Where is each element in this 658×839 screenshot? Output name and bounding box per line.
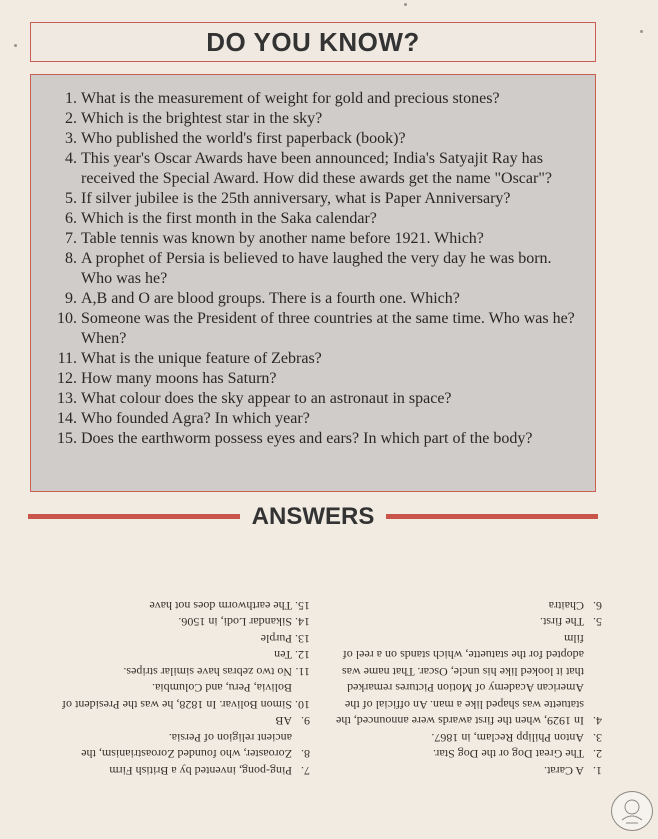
question-item-text: If silver jubilee is the 25th anniversary, what is Paper Anniversary? bbox=[81, 190, 511, 207]
answer-item-text: The first. bbox=[540, 615, 584, 630]
question-item-number: 7. bbox=[65, 230, 77, 247]
question-item-text: Who founded Agra? In which year? bbox=[81, 410, 310, 427]
answer-item bbox=[48, 647, 310, 664]
question-item bbox=[45, 229, 585, 249]
answer-item-text: AB bbox=[275, 714, 292, 729]
question-item-text: What is the unique feature of Zebras? bbox=[81, 350, 322, 367]
question-item bbox=[45, 429, 585, 449]
answer-item bbox=[48, 664, 310, 681]
question-item-text: What is the measurement of weight for gold and precious stones? bbox=[81, 90, 500, 107]
answer-item bbox=[334, 631, 602, 730]
answer-item bbox=[334, 598, 602, 615]
answer-item bbox=[334, 614, 602, 631]
question-item-number: 13. bbox=[57, 390, 77, 407]
answer-item-number: 7. bbox=[301, 764, 310, 778]
question-item-number: 4. bbox=[65, 150, 77, 167]
answer-item-text: The earthworm does not have bbox=[149, 599, 292, 613]
question-item-text: A,B and O are blood groups. There is a fourth one. Which? bbox=[81, 290, 460, 307]
answers-column-2 bbox=[48, 598, 310, 780]
question-item-text: Someone was the President of three countries at the same time. Who was he? When? bbox=[81, 310, 575, 347]
question-item bbox=[45, 109, 585, 129]
question-item-number: 14. bbox=[57, 410, 77, 427]
question-item-text: How many moons has Saturn? bbox=[81, 370, 277, 387]
print-speck bbox=[640, 30, 643, 33]
answer-item-text: No two zebras have similar stripes. bbox=[123, 665, 292, 679]
answer-item-text: Ten bbox=[274, 648, 292, 663]
question-item-text: Which is the first month in the Saka calendar? bbox=[81, 210, 377, 227]
answer-item-text: Sikandar Lodi, in 1506. bbox=[178, 615, 292, 630]
answer-item-text: Ping-pong, invented by a British Firm bbox=[109, 764, 292, 778]
answers-upside-down bbox=[40, 540, 610, 785]
answer-item-number: 6. bbox=[593, 599, 602, 613]
answers-column-1 bbox=[334, 598, 602, 780]
answer-item-number: 9. bbox=[301, 714, 310, 729]
question-item-number: 10. bbox=[57, 310, 77, 327]
title-box bbox=[30, 22, 596, 62]
answer-item-number: 14. bbox=[295, 615, 310, 630]
question-item-text: This year's Oscar Awards have been announced; India's Satyajit Ray has received the Special Award. How did these awards get the name "Oscar"? bbox=[81, 150, 552, 187]
answer-item-number: 15. bbox=[295, 599, 310, 613]
question-item-text: Who published the world's first paperback (book)? bbox=[81, 130, 406, 147]
question-item bbox=[45, 289, 585, 309]
question-item bbox=[45, 129, 585, 149]
question-item-number: 1. bbox=[65, 90, 77, 107]
answer-item-number: 5. bbox=[593, 615, 602, 630]
question-item bbox=[45, 189, 585, 209]
question-item bbox=[45, 389, 585, 409]
answer-item-number: 8. bbox=[301, 747, 310, 762]
question-item-text: Table tennis was known by another name before 1921. Which? bbox=[81, 230, 484, 247]
answer-item-number: 4. bbox=[593, 714, 602, 729]
answer-item-number: 12. bbox=[295, 648, 310, 663]
question-item bbox=[45, 369, 585, 389]
questions-list bbox=[45, 89, 585, 449]
question-item-number: 11. bbox=[57, 350, 77, 367]
question-item-number: 2. bbox=[65, 110, 77, 127]
answers-header bbox=[28, 503, 598, 533]
answer-item-number: 10. bbox=[295, 698, 310, 712]
answer-item-text: A Carat. bbox=[544, 764, 584, 778]
answer-item-text: The Great Dog or the Dog Star. bbox=[433, 747, 584, 762]
question-item bbox=[45, 89, 585, 109]
answer-item-number: 13. bbox=[295, 632, 310, 646]
answer-item bbox=[334, 763, 602, 780]
answer-item-text: Chaitra bbox=[548, 599, 584, 613]
answers-title: ANSWERS bbox=[251, 503, 375, 530]
answer-item bbox=[48, 730, 310, 763]
logo-stamp-icon bbox=[611, 791, 653, 831]
answer-item bbox=[48, 614, 310, 631]
question-item-number: 15. bbox=[57, 430, 77, 447]
question-item bbox=[45, 149, 585, 189]
answer-item bbox=[48, 631, 310, 648]
answer-item-text: Zoroaster, who founded Zoroastrianism, the ancient religion of Persia. bbox=[81, 731, 292, 762]
question-item-text: What colour does the sky appear to an astronaut in space? bbox=[81, 390, 452, 407]
answer-item-number: 3. bbox=[593, 731, 602, 745]
answer-item-number: 1. bbox=[593, 764, 602, 778]
answer-item-text: Simon Bolivar. In 1828, he was the President of Bolivia, Peru, and Columbia. bbox=[62, 681, 292, 712]
answer-item bbox=[334, 746, 602, 763]
answer-item bbox=[48, 598, 310, 615]
question-item-number: 6. bbox=[65, 210, 77, 227]
question-item bbox=[45, 349, 585, 369]
question-item-text: Does the earthworm possess eyes and ears? In which part of the body? bbox=[81, 430, 533, 447]
question-item-text: Which is the brightest star in the sky? bbox=[81, 110, 323, 127]
question-item-number: 5. bbox=[65, 190, 77, 207]
answer-item-text: In 1929, when the first awards were announced, the statuette was shaped like a man. An official of the American Academy of Motion Pictures remarked that it looked like his uncle, Oscar. That name was adopted for the statuette, which stands on a reel of film bbox=[336, 632, 584, 729]
print-speck bbox=[404, 3, 407, 6]
question-item-text: A prophet of Persia is believed to have laughed the very day he was born. Who was he? bbox=[81, 250, 552, 287]
question-item-number: 3. bbox=[65, 130, 77, 147]
question-item-number: 12. bbox=[57, 370, 77, 387]
questions-box bbox=[30, 74, 596, 492]
print-speck bbox=[14, 44, 17, 47]
answer-item bbox=[334, 730, 602, 747]
question-item-number: 9. bbox=[65, 290, 77, 307]
question-item bbox=[45, 209, 585, 229]
question-item bbox=[45, 409, 585, 429]
answer-item bbox=[48, 763, 310, 780]
question-item bbox=[45, 249, 585, 289]
answer-item bbox=[48, 713, 310, 730]
answer-item-number: 11. bbox=[295, 665, 310, 679]
page-title: DO YOU KNOW? bbox=[206, 26, 420, 57]
question-item-number: 8. bbox=[65, 250, 77, 267]
answer-item-text: Anton Philipp Reclam, in 1867. bbox=[431, 731, 584, 745]
answer-item bbox=[48, 680, 310, 713]
question-item bbox=[45, 309, 585, 349]
answer-item-text: Purple bbox=[260, 632, 292, 646]
answer-item-number: 2. bbox=[593, 747, 602, 762]
